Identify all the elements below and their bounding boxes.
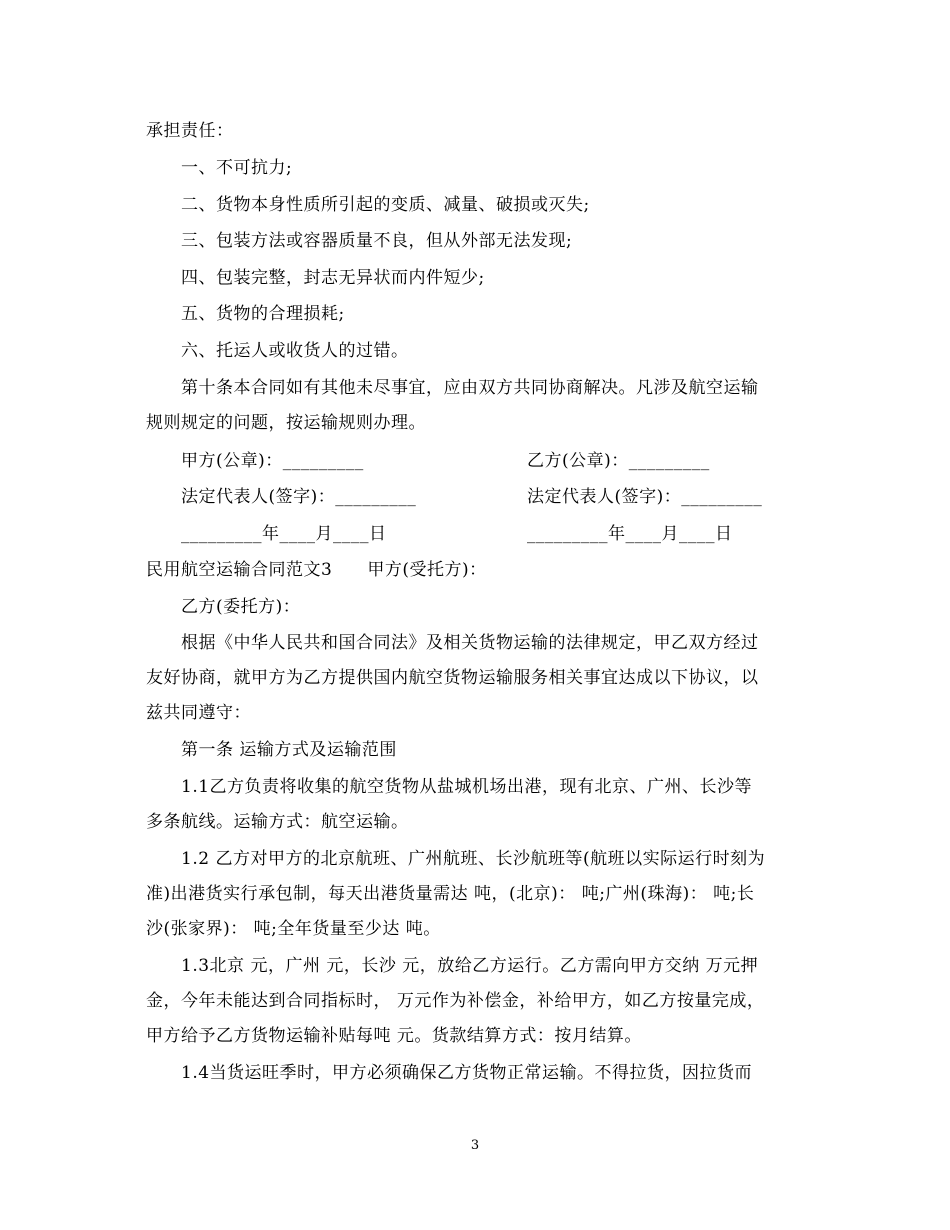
body-line: 二、货物本身性质所引起的变质、减量、破损或灭失; [181,195,590,215]
body-line: 乙方(委托方)： [181,597,301,617]
body-line: 1.3北京 元，广州 元，长沙 元，放给乙方运行。乙方需向甲方交纳 万元押 [181,956,759,976]
signature-date-b: _________年____月____日 [527,524,733,544]
body-line: 1.4当货运旺季时，甲方必须确保乙方货物正常运输。不得拉货，因拉货而 [181,1063,753,1083]
body-line: 甲方给予乙方货物运输补贴每吨 元。货款结算方式：按月结算。 [146,1026,642,1046]
body-line: 承担责任： [146,121,234,141]
signature-party-a: 甲方(公章)：_________ [181,451,364,471]
body-line: 友好协商，就甲方为乙方提供国内航空货物运输服务相关事宜达成以下协议，以 [146,668,759,688]
body-line: 沙(张家界)： 吨;全年货量至少达 吨。 [146,919,441,939]
body-line: 规则规定的问题，按运输规则办理。 [146,413,426,433]
article-heading: 第一条 运输方式及运输范围 [181,740,397,760]
body-line: 一、不可抗力; [181,158,293,178]
body-line: 根据《中华人民共和国合同法》及相关货物运输的法律规定，甲乙双方经过 [181,633,759,653]
signature-legal-rep-a: 法定代表人(签字)：_________ [181,487,417,507]
body-line: 四、包装完整，封志无异状而内件短少; [181,268,485,288]
body-line: 准)出港货实行承包制，每天出港货量需达 吨，(北京)： 吨;广州(珠海)： 吨;长 [146,884,755,904]
body-line: 金，今年未能达到合同指标时， 万元作为补偿金，补给甲方，如乙方按量完成， [146,991,765,1011]
page-number: 3 [470,1138,480,1153]
body-line: 第十条本合同如有其他未尽事宜，应由双方共同协商解决。凡涉及航空运输 [181,378,759,398]
section-title: 民用航空运输合同范文3 甲方(受托方)： [146,560,487,580]
body-line: 兹共同遵守： [146,703,251,723]
body-line: 多条航线。运输方式：航空运输。 [146,812,409,832]
body-line: 1.1乙方负责将收集的航空货物从盐城机场出港，现有北京、广州、长沙等 [181,777,753,797]
signature-legal-rep-b: 法定代表人(签字)：_________ [527,487,763,507]
body-line: 五、货物的合理损耗; [181,304,345,324]
body-line: 六、托运人或收货人的过错。 [181,341,409,361]
body-line: 三、包装方法或容器质量不良，但从外部无法发现; [181,231,573,251]
signature-party-b: 乙方(公章)：_________ [527,451,710,471]
signature-date-a: _________年____月____日 [181,524,387,544]
body-line: 1.2 乙方对甲方的北京航班、广州航班、长沙航班等(航班以实际运行时刻为 [181,849,766,869]
